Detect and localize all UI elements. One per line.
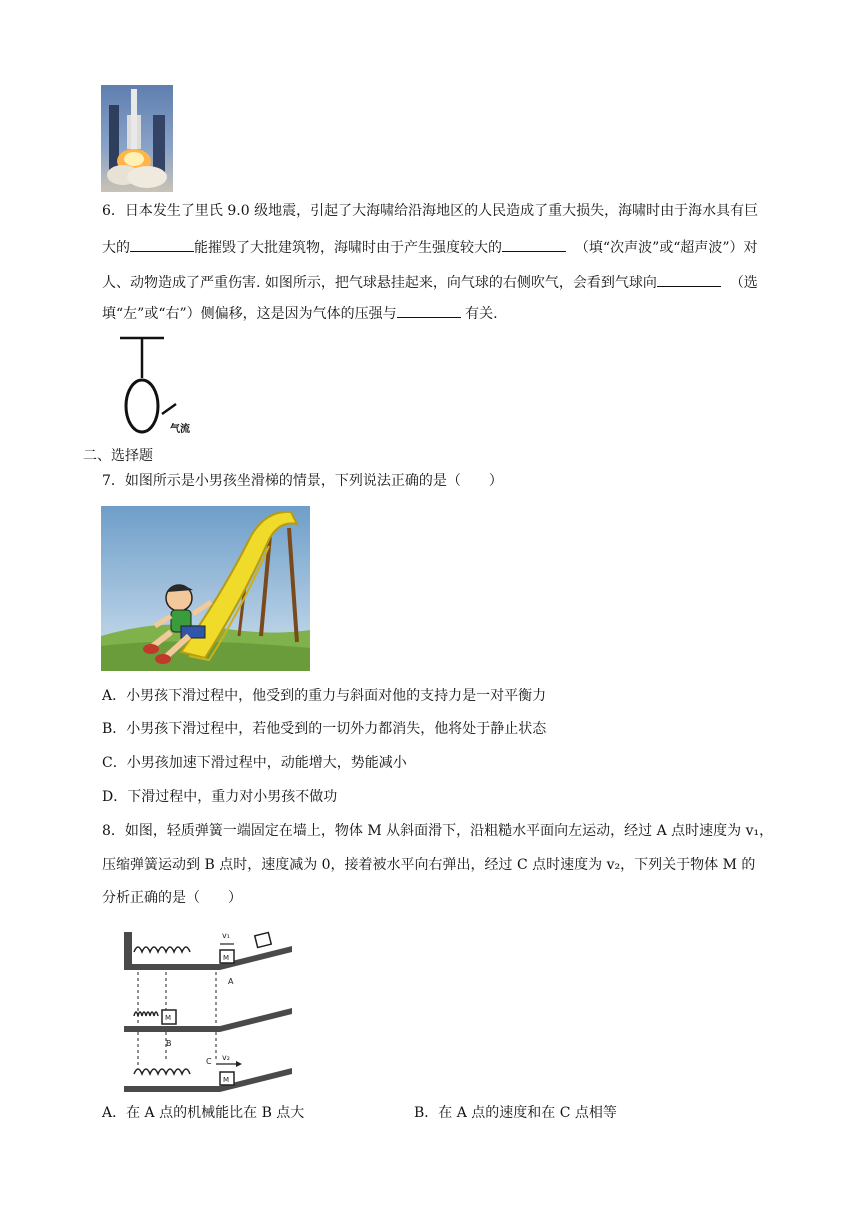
point-b-label: B: [166, 1039, 172, 1048]
section-title: 二、选择题: [83, 448, 153, 464]
q6-text: （选: [729, 275, 758, 291]
q6-line-4: [102, 303, 498, 324]
q8-option-a[interactable]: A．在 A 点的机械能比在 B 点大: [102, 1105, 305, 1121]
point-c-label: C: [206, 1057, 212, 1066]
block-m-label-2: M: [165, 1014, 172, 1022]
point-a-label: A: [228, 977, 234, 986]
v2-label: v₂: [222, 1053, 230, 1062]
q6-blank-4[interactable]: [397, 303, 461, 318]
rocket-launch-image: [101, 85, 173, 192]
q6-line-1: [102, 201, 758, 221]
q8-option-b[interactable]: B．在 A 点的速度和在 C 点相等: [414, 1105, 617, 1121]
balloon-diagram: [112, 334, 208, 438]
q8-line-2: 压缩弹簧运动到 B 点时，速度减为 0，接着被水平向右弹出，经过 C 点时速度为 v₂，下列关于物体 M 的: [102, 857, 756, 873]
block-m-label-3: M: [223, 1076, 230, 1084]
q7-option-a[interactable]: A．小男孩下滑过程中，他受到的重力与斜面对他的支持力是一对平衡力: [102, 688, 547, 704]
q6-text: 能摧毁了大批建筑物，海啸时由于产生强度较大的: [194, 240, 502, 256]
block-m-label: M: [223, 954, 230, 962]
q8-line-3: 分析正确的是（ ）: [102, 890, 242, 906]
q7-option-c[interactable]: C．小男孩加速下滑过程中，动能增大，势能减小: [102, 755, 407, 771]
balloon-airflow-label: 气流: [170, 424, 190, 435]
q7-option-b[interactable]: B．小男孩下滑过程中，若他受到的一切外力都消失，他将处于静止状态: [102, 721, 547, 737]
v1-label: v₁: [222, 931, 230, 940]
q7-option-d[interactable]: D．下滑过程中，重力对小男孩不做功: [102, 789, 338, 805]
q6-text: 6．日本发生了里氏 9.0 级地震，引起了大海啸给沿海地区的人民造成了重大损失，海啸时由于海水具有巨: [102, 203, 759, 219]
q7-stem: 7．如图所示是小男孩坐滑梯的情景，下列说法正确的是（ ）: [102, 473, 503, 489]
q6-text: （填“次声波”或“超声波”）对: [574, 240, 758, 256]
q6-text: 填“左”或“右”）侧偏移，这是因为气体的压强与: [102, 306, 397, 322]
q6-blank-3[interactable]: [657, 272, 721, 287]
q6-line-2: [102, 237, 758, 258]
q6-blank-1[interactable]: [130, 237, 194, 252]
q6-line-3: [102, 272, 758, 293]
q6-text: 人、动物造成了严重伤害. 如图所示，把气球悬挂起来，向气球的右侧吹气，会看到气球向: [102, 275, 657, 291]
slide-boy-image: [101, 506, 310, 671]
q6-blank-2[interactable]: [502, 237, 566, 252]
spring-block-diagram: [120, 922, 300, 1092]
q8-line-1: 8．如图，轻质弹簧一端固定在墙上，物体 M 从斜面滑下，沿粗糙水平面向左运动，经过 A 点时速度为 v₁，: [102, 823, 774, 839]
q6-text: 大的: [102, 240, 130, 256]
q6-text: 有关.: [465, 306, 498, 322]
